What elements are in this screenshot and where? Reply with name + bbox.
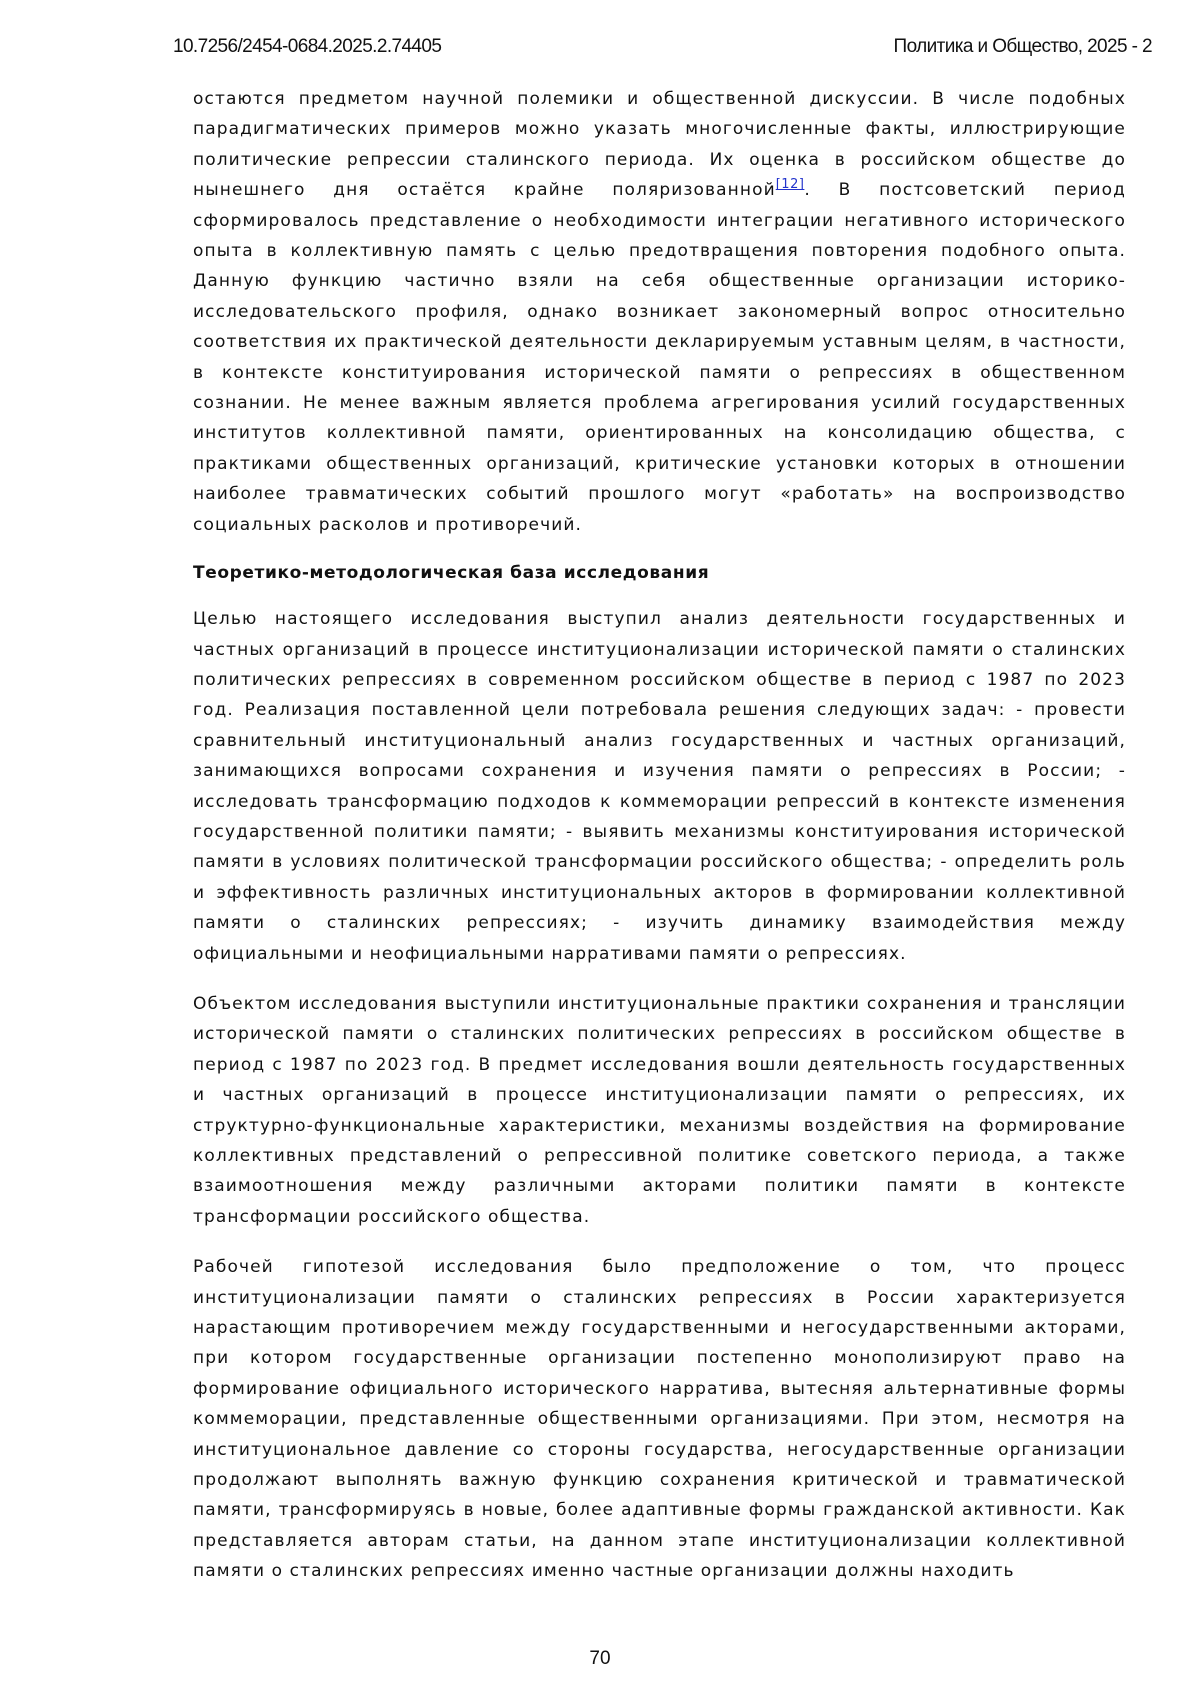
citation-link[interactable]: [12] [775, 177, 805, 193]
hypothesis-paragraph: Рабочей гипотезой исследования было предположение о том, что процесс институционализации памяти о сталинских репрессиях в России характеризуется нарастающим противоречием между государственными и негосударственными акторами, при котором государственные организации постепенно монополизируют право на формирование официального исторического нарратива, вытесняя альтернативные формы коммеморации, представленные общественными организациями. При этом, несмотря на институциональное давление со стороны государства, негосударственные организации продолжают выполнять важную функцию сохранения критической и травматической памяти, трансформируясь в новые, более адаптивные формы гражданской активности. Как представляется авторам статьи, на данном этапе институционализации коллективной памяти о сталинских репрессиях именно частные организации должны находить [193, 1257, 1126, 1582]
article-body [193, 84, 1126, 1607]
intro-paragraph [193, 84, 1126, 540]
object-paragraph: Объектом исследования выступили институциональные практики сохранения и трансляции исторической памяти о сталинских политических репрессиях в российском обществе в период с 1987 по 2023 год. В предмет исследования вошли деятельность государственных и частных организаций в процессе институционализации памяти о репрессиях, их структурно-функциональные характеристики, механизмы воздействия на формирование коллективных представлений о репрессивной политике советского периода, а также взаимоотношения между различными акторами политики памяти в контексте трансформации российского общества. [193, 993, 1126, 1227]
section-heading: Теоретико-методологическая база исследования [193, 563, 710, 584]
page-number: 70 [589, 1648, 611, 1669]
journal-issue-label: Политика и Общество, 2025 - 2 [893, 36, 1152, 57]
doi-label: 10.7256/2454-0684.2025.2.74405 [173, 36, 442, 57]
page-header [173, 36, 1152, 66]
citation-ref [776, 177, 805, 192]
goal-paragraph: Целью настоящего исследования выступил анализ деятельности государственных и частных организаций в процессе институционализации исторической памяти о сталинских политических репрессиях в современном российском обществе в период с 1987 по 2023 год. Реализация поставленной цели потребовала решения следующих задач: - провести сравнительный институциональный анализ государственных и частных организаций, занимающихся вопросами сохранения и изучения памяти о репрессиях в России; - исследовать трансформацию подходов к коммеморации репрессий в контексте изменения государственной политики памяти; - выявить механизмы конституирования исторической памяти в условиях политической трансформации российского общества; - определить роль и эффективность различных институциональных акторов в формировании коллективной памяти о сталинских репрессиях; - изучить динамику взаимодействия между официальными и неофициальными нарративами памяти о репрессиях. [193, 609, 1126, 964]
intro-text-before-ref: остаются предметом научной полемики и общественной дискуссии. В числе подобных парадигматических примеров можно указать многочисленные факты, иллюстрирующие политические репрессии сталинского периода. Их оценка в российском обществе до нынешнего дня остаётся крайне поляризованной [193, 89, 1126, 201]
intro-text-after-ref: . В постсоветский период сформировалось представление о необходимости интеграции негативного исторического опыта в коллективную память с целью предотвращения повторения подобного опыта. Данную функцию частично взяли на себя общественные организации историко-исследовательского профиля, однако возникает закономерный вопрос относительно соответствия их практической деятельности декларируемым уставным целям, в частности, в контексте конституирования исторической памяти о репрессиях в общественном сознании. Не менее важным является проблема агрегирования усилий государственных институтов коллективной памяти, ориентированных на консолидацию общества, с практиками общественных организаций, критические установки которых в отношении наиболее травматических событий прошлого могут «работать» на воспроизводство социальных расколов и противоречий. [193, 180, 1126, 535]
